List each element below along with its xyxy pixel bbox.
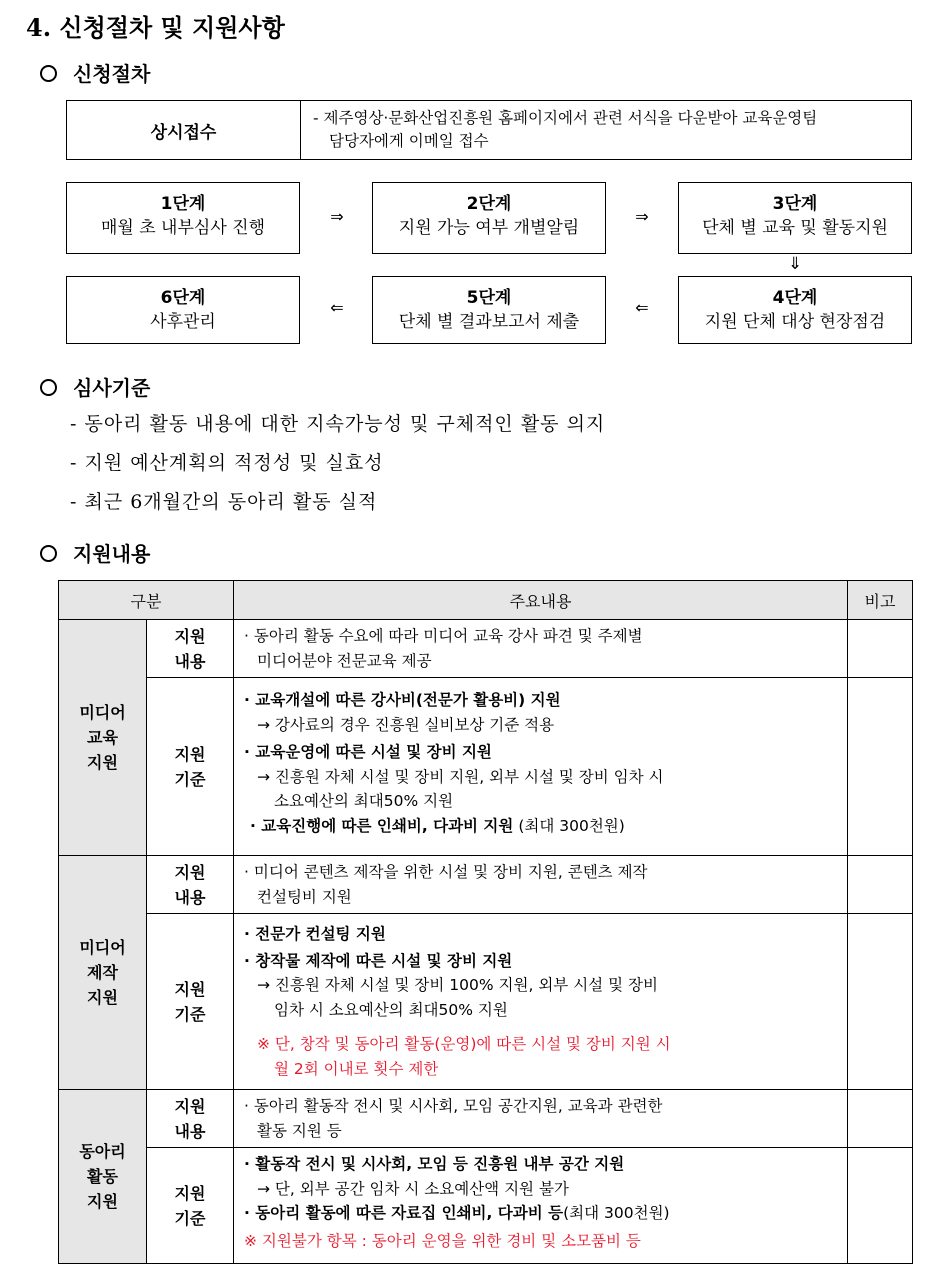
subcategory-cell: 지원 기준 bbox=[147, 678, 234, 856]
arrow-left-icon: ⇐ bbox=[330, 298, 344, 317]
step-desc: 매월 초 내부심사 진행 bbox=[100, 218, 265, 238]
intake-line: - 제주영상·문화산업진흥원 홈페이지에서 관련 서식을 다운받아 교육운영팀 bbox=[313, 109, 818, 127]
step-title: 6단계 bbox=[160, 288, 206, 308]
intake-text bbox=[313, 107, 817, 153]
content-cell: · 교육개설에 따른 강사비(전문가 활용비) 지원 → 강사료의 경우 진흥원 실비보상 기준 적용 · 교육운영에 따른 시설 및 장비 지원 → 진흥원 자체 시설 및 장비 지원, 외부 시설 및 장비 임차 시 소요예산의 최대50% 지원 · 교육진행에 따른 인쇄비, 다과비 지원 (최대 300천원) bbox=[234, 678, 848, 856]
step-title: 4단계 bbox=[772, 288, 818, 308]
support-heading bbox=[40, 538, 150, 567]
intake-box bbox=[66, 100, 912, 160]
procedure-heading-text: 신청절차 bbox=[73, 62, 151, 86]
table-row bbox=[59, 914, 913, 1090]
step-desc: 지원 단체 대상 현장점검 bbox=[704, 312, 886, 332]
step-3-box bbox=[678, 182, 912, 254]
step-desc: 단체 별 결과보고서 제출 bbox=[398, 312, 580, 332]
content-cell: · 미디어 콘텐츠 제작을 위한 시설 및 장비 지원, 콘텐츠 제작 컨설팅비 지원 bbox=[234, 856, 848, 914]
content-cell: · 동아리 활동작 전시 및 시사회, 모임 공간지원, 교육과 관련한 활동 지원 등 bbox=[234, 1090, 848, 1148]
arrow-right-icon: ⇒ bbox=[330, 207, 344, 226]
step-title: 5단계 bbox=[466, 288, 512, 308]
section-title: 4. 신청절차 및 지원사항 bbox=[26, 13, 285, 42]
step-title: 3단계 bbox=[772, 194, 818, 214]
subcategory-cell: 지원 기준 bbox=[147, 914, 234, 1090]
subcategory-cell: 지원 기준 bbox=[147, 1148, 234, 1264]
criteria-item: - 최근 6개월간의 동아리 활동 실적 bbox=[70, 491, 378, 513]
header-content: 주요내용 bbox=[234, 581, 848, 620]
table-header-row bbox=[59, 581, 913, 620]
table-row bbox=[59, 678, 913, 856]
step-4-box bbox=[678, 276, 912, 344]
content-cell: · 활동작 전시 및 시사회, 모임 등 진흥원 내부 공간 지원 → 단, 외부 공간 임차 시 소요예산액 지원 불가 · 동아리 활동에 따른 자료집 인쇄비, 다과비 등(최대 300천원) ※ 지원불가 항목 : 동아리 운영을 위한 경비 및 소모품비 등 bbox=[234, 1148, 848, 1264]
table-row bbox=[59, 856, 913, 914]
intake-line: 담당자에게 이메일 접수 bbox=[329, 132, 489, 150]
circle-bullet-icon bbox=[40, 379, 57, 396]
note-cell bbox=[848, 914, 913, 1090]
arrow-down-icon: ⇓ bbox=[787, 254, 803, 274]
arrow-left-icon: ⇐ bbox=[635, 298, 649, 317]
category-cell: 동아리 활동 지원 bbox=[59, 1090, 147, 1264]
category-cell: 미디어 교육 지원 bbox=[59, 620, 147, 856]
header-category: 구분 bbox=[59, 581, 234, 620]
content-cell: · 전문가 컨설팅 지원 · 창작물 제작에 따른 시설 및 장비 지원 → 진흥원 자체 시설 및 장비 100% 지원, 외부 시설 및 장비 임차 시 소요예산의 최대50% 지원 ※ 단, 창작 및 동아리 활동(운영)에 따른 시설 및 장비 지원 시 월 2회 이내로 횟수 제한 bbox=[234, 914, 848, 1090]
table-row bbox=[59, 1148, 913, 1264]
step-desc: 사후관리 bbox=[150, 312, 216, 332]
step-2-box bbox=[372, 182, 606, 254]
content-cell: · 동아리 활동 수요에 따라 미디어 교육 강사 파견 및 주제별 미디어분야 전문교육 제공 bbox=[234, 620, 848, 678]
step-title: 2단계 bbox=[466, 194, 512, 214]
note-cell bbox=[848, 856, 913, 914]
note-cell bbox=[848, 1090, 913, 1148]
step-desc: 지원 가능 여부 개별알림 bbox=[398, 218, 580, 238]
subcategory-cell: 지원 내용 bbox=[147, 856, 234, 914]
step-title: 1단계 bbox=[160, 194, 206, 214]
table-row bbox=[59, 1090, 913, 1148]
circle-bullet-icon bbox=[40, 545, 57, 562]
procedure-heading bbox=[40, 58, 150, 87]
note-cell bbox=[848, 678, 913, 856]
subcategory-cell: 지원 내용 bbox=[147, 1090, 234, 1148]
intake-label: 상시접수 bbox=[67, 101, 301, 159]
step-desc: 단체 별 교육 및 활동지원 bbox=[702, 218, 888, 238]
criteria-heading bbox=[40, 372, 150, 401]
category-cell: 미디어 제작 지원 bbox=[59, 856, 147, 1090]
step-5-box bbox=[372, 276, 606, 344]
step-6-box bbox=[66, 276, 300, 344]
subcategory-cell: 지원 내용 bbox=[147, 620, 234, 678]
arrow-right-icon: ⇒ bbox=[635, 207, 649, 226]
table-row bbox=[59, 620, 913, 678]
note-cell bbox=[848, 620, 913, 678]
header-note: 비고 bbox=[848, 581, 913, 620]
step-1-box bbox=[66, 182, 300, 254]
criteria-item: - 동아리 활동 내용에 대한 지속가능성 및 구체적인 활동 의지 bbox=[70, 413, 606, 435]
note-cell bbox=[848, 1148, 913, 1264]
support-table bbox=[58, 580, 913, 1264]
criteria-item: - 지원 예산계획의 적정성 및 실효성 bbox=[70, 452, 384, 474]
criteria-heading-text: 심사기준 bbox=[73, 376, 151, 400]
circle-bullet-icon bbox=[40, 65, 57, 82]
support-heading-text: 지원내용 bbox=[73, 542, 151, 566]
